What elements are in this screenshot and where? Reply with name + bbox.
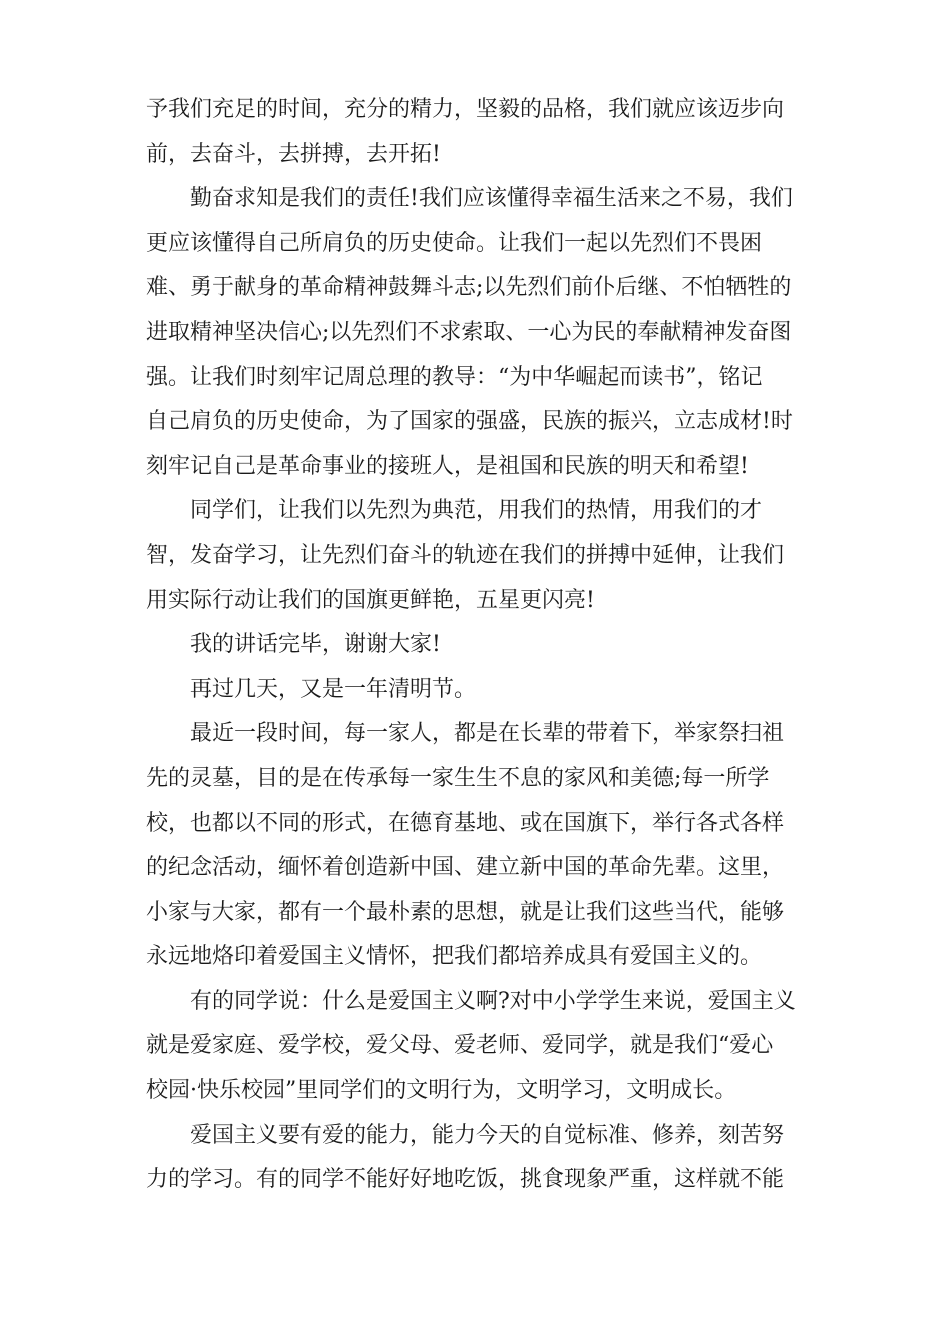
document-body [146,88,810,1203]
paragraph [146,980,810,1114]
text-line: 的纪念活动，缅怀着创造新中国、建立新中国的革命先辈。这里， [146,855,785,881]
text-line: 有的同学说：什么是爱国主义啊?对中小学学生来说，爱国主义 [190,988,796,1014]
paragraph [146,88,810,177]
text-line: 刻牢记自己是革命事业的接班人，是祖国和民族的明天和希望! [146,453,749,479]
text-line: 勤奋求知是我们的责任!我们应该懂得幸福生活来之不易，我们 [190,186,793,212]
text-line: 自己肩负的历史使命，为了国家的强盛，民族的振兴，立志成材!时 [146,409,793,435]
paragraph [146,712,810,980]
paragraph [146,1114,810,1203]
text-line: 用实际行动让我们的国旗更鲜艳，五星更闪亮! [146,587,595,613]
text-line: 爱国主义要有爱的能力，能力今天的自觉标准、修养，刻苦努 [190,1122,785,1148]
text-line: 校园·快乐校园”里同学们的文明行为，文明学习，文明成长。 [146,1078,737,1104]
text-line: 小家与大家，都有一个最朴素的思想，就是让我们这些当代，能够 [146,899,785,925]
paragraph [146,668,810,713]
text-line: 我的讲话完毕，谢谢大家! [190,632,441,658]
text-line: 永远地烙印着爱国主义情怀，把我们都培养成具有爱国主义的。 [146,944,763,970]
text-line: 再过几天，又是一年清明节。 [190,676,477,702]
text-line: 力的学习。有的同学不能好好地吃饭，挑食现象严重，这样就不能 [146,1167,785,1193]
text-line: 前，去奋斗，去拼搏，去开拓! [146,141,441,167]
text-line: 强。让我们时刻牢记周总理的教导：“为中华崛起而读书”，铭记 [146,364,763,390]
text-line: 智，发奋学习，让先烈们奋斗的轨迹在我们的拼搏中延伸，让我们 [146,542,785,568]
text-line: 先的灵墓，目的是在传承每一家生生不息的家风和美德;每一所学 [146,765,770,791]
text-line: 校，也都以不同的形式，在德育基地、或在国旗下，举行各式各样 [146,810,785,836]
text-line: 同学们，让我们以先烈为典范，用我们的热情，用我们的才 [190,498,763,524]
text-line: 予我们充足的时间，充分的精力，坚毅的品格，我们就应该迈步向 [146,97,785,122]
paragraph [146,489,810,623]
paragraph [146,623,810,668]
text-line: 难、勇于献身的革命精神鼓舞斗志;以先烈们前仆后继、不怕牺牲的 [146,275,792,301]
text-line: 最近一段时间，每一家人，都是在长辈的带着下，举家祭扫祖 [190,721,785,747]
text-line: 进取精神坚决信心;以先烈们不求索取、一心为民的奉献精神发奋图 [146,319,792,345]
text-line: 就是爱家庭、爱学校，爱父母、爱老师、爱同学，就是我们“爱心 [146,1033,774,1059]
paragraph [146,177,810,489]
text-line: 更应该懂得自己所肩负的历史使命。让我们一起以先烈们不畏困 [146,230,763,256]
